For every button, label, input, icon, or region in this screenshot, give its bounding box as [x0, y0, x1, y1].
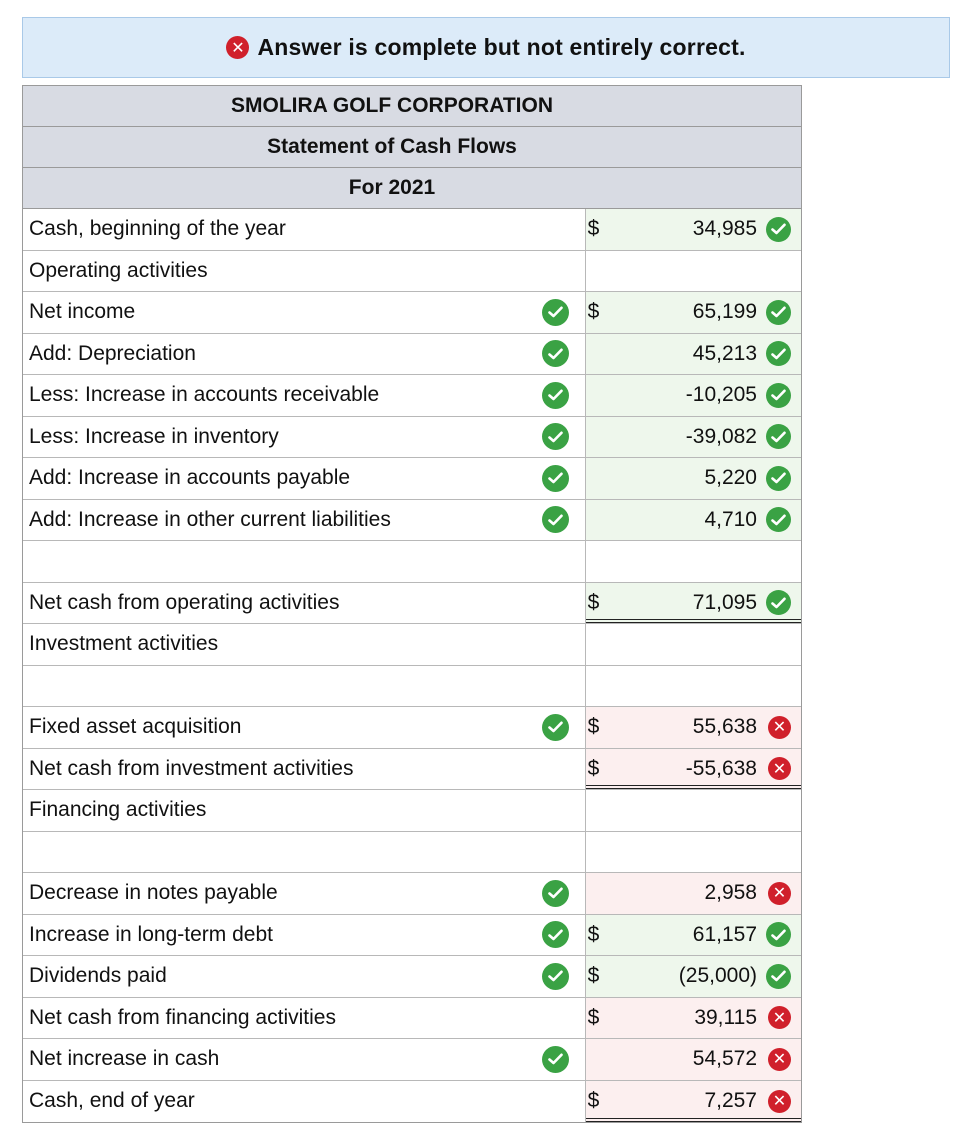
check-icon	[766, 300, 791, 325]
row-label-cell[interactable]	[23, 624, 586, 665]
row-value-cell[interactable]	[586, 417, 801, 458]
label-status-mark	[542, 292, 569, 333]
check-icon	[542, 506, 569, 533]
row-value-cell[interactable]	[586, 334, 801, 375]
table-row	[23, 707, 801, 749]
row-label: Net cash from investment activities	[29, 756, 354, 780]
row-label: Increase in long-term debt	[29, 922, 273, 946]
row-label-cell[interactable]	[23, 915, 586, 956]
row-value: 54,572	[692, 1047, 757, 1071]
incorrect-icon: ✕	[768, 1048, 791, 1071]
check-icon	[766, 383, 791, 408]
row-value: 4,710	[704, 507, 757, 531]
row-value-cell[interactable]	[586, 541, 801, 582]
row-value-cell[interactable]	[586, 1081, 801, 1123]
check-icon	[542, 963, 569, 990]
row-value-cell[interactable]	[586, 915, 801, 956]
label-status-mark	[542, 1039, 569, 1080]
incorrect-icon: ✕	[768, 1006, 791, 1029]
row-label: Dividends paid	[29, 964, 167, 988]
value-status-mark	[768, 749, 791, 790]
table-row	[23, 500, 801, 542]
check-icon	[542, 382, 569, 409]
row-label: Operating activities	[29, 258, 208, 282]
statement-title: Statement of Cash Flows	[23, 127, 801, 168]
value-status-mark	[768, 998, 791, 1039]
row-label: Investment activities	[29, 632, 219, 656]
dollar-sign: $	[587, 300, 600, 324]
value-status-mark	[766, 375, 791, 416]
check-icon	[766, 424, 791, 449]
label-status-mark	[542, 417, 569, 458]
value-status-mark	[768, 1081, 791, 1123]
row-label: Net cash from financing activities	[29, 1005, 336, 1029]
row-label: Financing activities	[29, 798, 207, 822]
check-icon	[766, 466, 791, 491]
check-icon	[766, 964, 791, 989]
row-value-cell[interactable]	[586, 458, 801, 499]
table-row	[23, 624, 801, 666]
label-status-mark	[542, 915, 569, 956]
table-row	[23, 915, 801, 957]
check-icon	[542, 299, 569, 326]
row-value: 71,095	[692, 590, 757, 614]
row-label-cell[interactable]	[23, 375, 586, 416]
table-row	[23, 832, 801, 874]
table-row	[23, 375, 801, 417]
check-icon	[542, 714, 569, 741]
row-value-cell[interactable]	[586, 375, 801, 416]
row-label-cell[interactable]	[23, 749, 586, 790]
row-label-cell[interactable]	[23, 998, 586, 1039]
value-status-mark	[766, 292, 791, 333]
table-row	[23, 666, 801, 708]
check-icon	[542, 921, 569, 948]
dollar-sign: $	[587, 922, 600, 946]
label-status-mark	[542, 334, 569, 375]
table-row	[23, 583, 801, 625]
table-row	[23, 1039, 801, 1081]
row-label: Net increase in cash	[29, 1047, 220, 1071]
value-status-mark	[766, 458, 791, 499]
row-value: 7,257	[704, 1089, 757, 1113]
banner-text: Answer is complete but not entirely correct.	[257, 34, 746, 60]
dollar-sign: $	[587, 715, 600, 739]
check-icon	[542, 880, 569, 907]
row-value: 5,220	[704, 466, 757, 490]
row-value: 39,115	[694, 1005, 757, 1029]
row-label-cell[interactable]	[23, 832, 586, 873]
row-value: 55,638	[692, 715, 757, 739]
row-label-cell[interactable]	[23, 292, 586, 333]
label-status-mark	[542, 956, 569, 997]
row-label-cell[interactable]	[23, 583, 586, 624]
check-icon	[766, 507, 791, 532]
row-label: Fixed asset acquisition	[29, 715, 242, 739]
row-label-cell[interactable]	[23, 209, 586, 250]
result-banner	[22, 17, 950, 78]
row-value-cell[interactable]	[586, 666, 801, 707]
cash-flow-statement	[22, 85, 802, 1123]
row-value: (25,000)	[678, 964, 757, 988]
dollar-sign: $	[587, 964, 600, 988]
row-label-cell[interactable]	[23, 666, 586, 707]
row-value-cell[interactable]	[586, 1039, 801, 1080]
row-label: Cash, beginning of the year	[29, 217, 286, 241]
dollar-sign: $	[587, 756, 600, 780]
label-status-mark	[542, 375, 569, 416]
row-label: Less: Increase in accounts receivable	[29, 383, 380, 407]
row-value-cell[interactable]	[586, 500, 801, 541]
row-label: Net cash from operating activities	[29, 590, 340, 614]
row-value-cell[interactable]	[586, 209, 801, 250]
label-status-mark	[542, 458, 569, 499]
incorrect-icon: ✕	[768, 757, 791, 780]
row-label-cell[interactable]	[23, 541, 586, 582]
row-value-cell[interactable]	[586, 832, 801, 873]
label-status-mark	[542, 873, 569, 914]
check-icon	[542, 423, 569, 450]
table-row	[23, 417, 801, 459]
dollar-sign: $	[587, 217, 600, 241]
value-status-mark	[766, 956, 791, 997]
check-icon	[766, 217, 791, 242]
check-icon	[542, 465, 569, 492]
statement-rows	[23, 209, 801, 1122]
table-row	[23, 209, 801, 251]
row-value: 45,213	[692, 341, 757, 365]
table-row	[23, 292, 801, 334]
row-value-cell[interactable]	[586, 873, 801, 914]
value-status-mark	[766, 583, 791, 624]
check-icon	[542, 1046, 569, 1073]
row-label-cell[interactable]	[23, 707, 586, 748]
check-icon	[766, 341, 791, 366]
row-value: -10,205	[685, 383, 757, 407]
dollar-sign: $	[587, 1005, 600, 1029]
value-status-mark	[766, 209, 791, 250]
row-value-cell[interactable]	[586, 998, 801, 1039]
row-value-cell[interactable]	[586, 583, 801, 624]
row-value-cell[interactable]	[586, 790, 801, 831]
dollar-sign: $	[587, 590, 600, 614]
table-row	[23, 251, 801, 293]
incorrect-icon: ✕	[768, 716, 791, 739]
row-value: 61,157	[692, 922, 757, 946]
row-label: Decrease in notes payable	[29, 881, 278, 905]
row-value: 65,199	[692, 300, 757, 324]
row-label-cell[interactable]	[23, 956, 586, 997]
label-status-mark	[542, 500, 569, 541]
value-status-mark	[766, 334, 791, 375]
check-icon	[766, 922, 791, 947]
value-status-mark	[768, 873, 791, 914]
row-label-cell[interactable]	[23, 500, 586, 541]
row-label: Add: Increase in other current liabilities	[29, 507, 391, 531]
row-label: Cash, end of year	[29, 1089, 195, 1113]
row-value-cell[interactable]	[586, 956, 801, 997]
table-row	[23, 541, 801, 583]
value-status-mark	[766, 500, 791, 541]
dollar-sign: $	[587, 1089, 600, 1113]
incorrect-icon: ✕	[768, 1090, 791, 1113]
incorrect-icon: ✕	[226, 36, 249, 59]
table-row	[23, 334, 801, 376]
table-row	[23, 749, 801, 791]
check-icon	[542, 340, 569, 367]
row-label-cell[interactable]	[23, 1039, 586, 1080]
row-value-cell[interactable]	[586, 292, 801, 333]
row-value-cell[interactable]	[586, 749, 801, 790]
table-row	[23, 998, 801, 1040]
row-label-cell[interactable]	[23, 1081, 586, 1123]
table-row	[23, 458, 801, 500]
row-label: Less: Increase in inventory	[29, 424, 279, 448]
row-label-cell[interactable]	[23, 417, 586, 458]
row-value-cell[interactable]	[586, 707, 801, 748]
row-value-cell[interactable]	[586, 251, 801, 292]
value-status-mark	[768, 707, 791, 748]
check-icon	[766, 590, 791, 615]
row-value: 34,985	[692, 217, 757, 241]
row-value: 2,958	[704, 881, 757, 905]
table-row	[23, 956, 801, 998]
row-label-cell[interactable]	[23, 873, 586, 914]
statement-period: For 2021	[23, 168, 801, 209]
table-row	[23, 873, 801, 915]
row-value: -55,638	[685, 756, 757, 780]
row-label: Add: Depreciation	[29, 341, 196, 365]
value-status-mark	[766, 915, 791, 956]
value-status-mark	[768, 1039, 791, 1080]
row-label: Add: Increase in accounts payable	[29, 466, 351, 490]
row-value: -39,082	[685, 424, 757, 448]
incorrect-icon: ✕	[768, 882, 791, 905]
table-row	[23, 1081, 801, 1123]
value-status-mark	[766, 417, 791, 458]
label-status-mark	[542, 707, 569, 748]
company-name: SMOLIRA GOLF CORPORATION	[23, 86, 801, 127]
table-row	[23, 790, 801, 832]
row-value-cell[interactable]	[586, 624, 801, 665]
row-label-cell[interactable]	[23, 251, 586, 292]
row-label: Net income	[29, 300, 136, 324]
row-label-cell[interactable]	[23, 334, 586, 375]
row-label-cell[interactable]	[23, 458, 586, 499]
row-label-cell[interactable]	[23, 790, 586, 831]
